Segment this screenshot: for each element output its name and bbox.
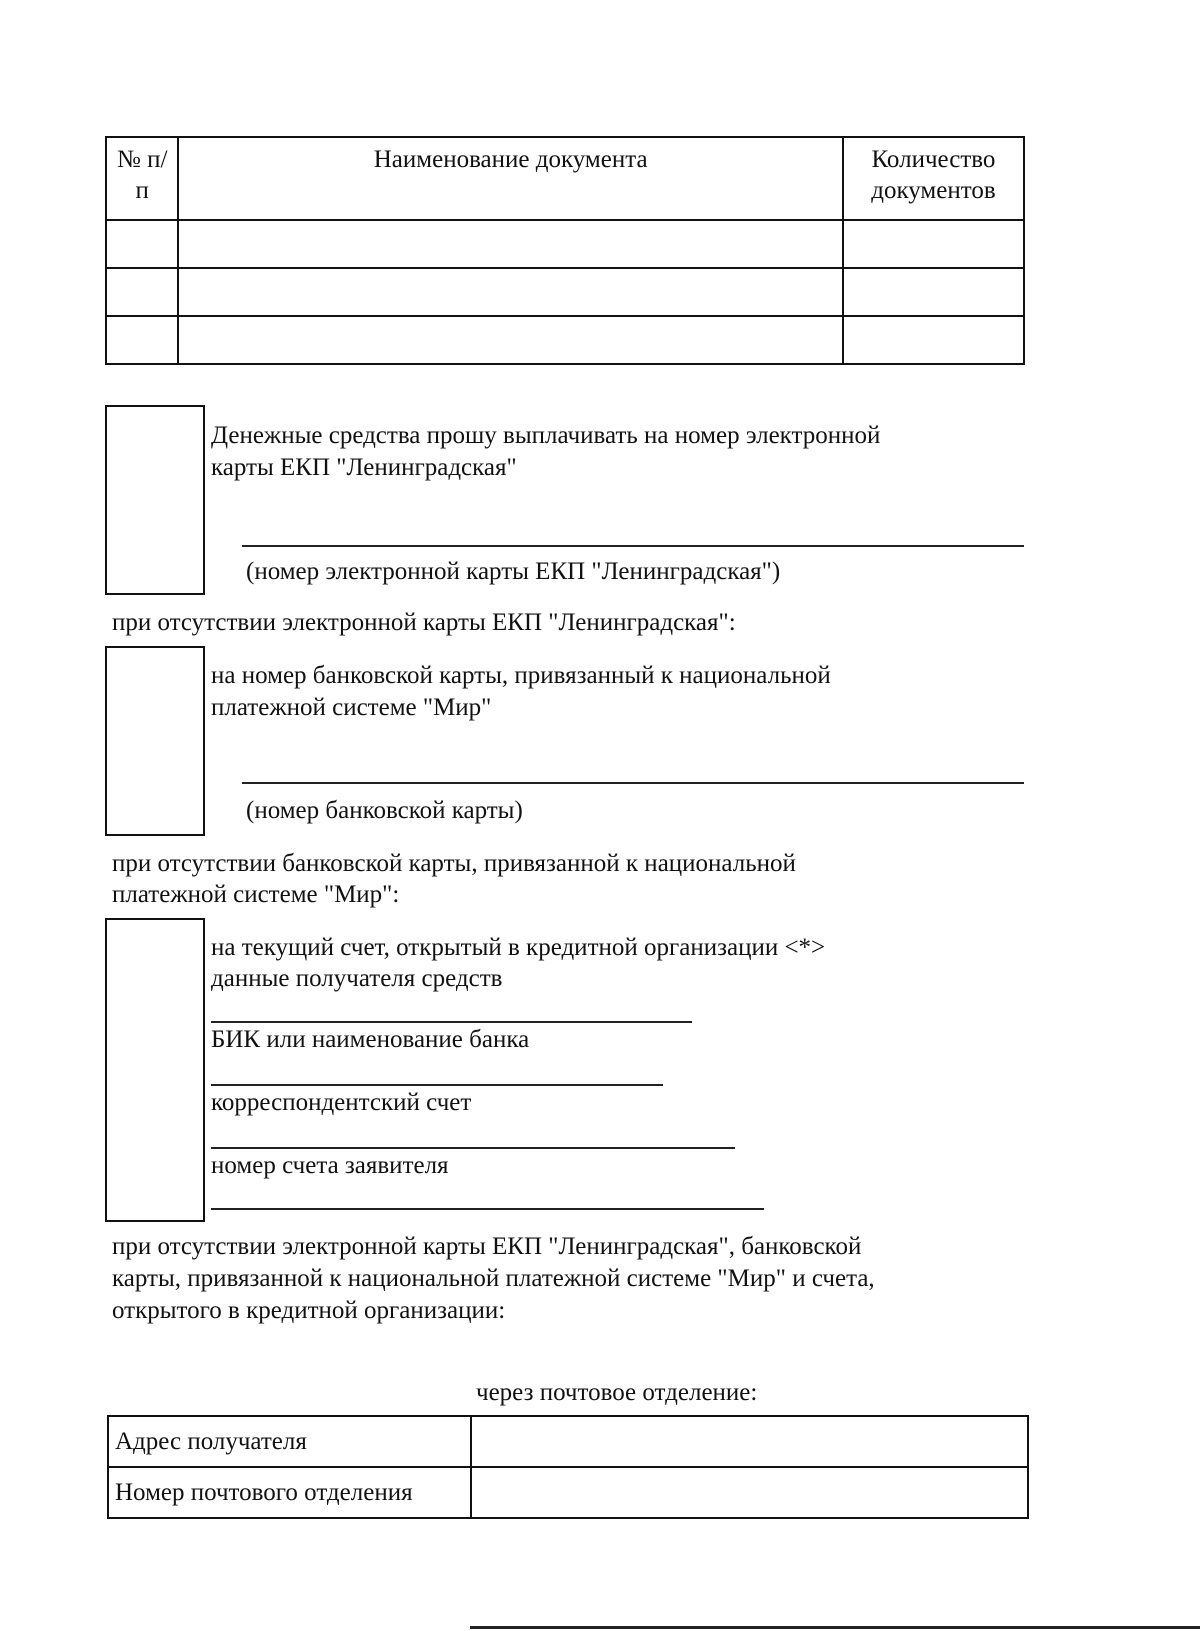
- applicant-account-field[interactable]: [211, 1208, 764, 1210]
- condition-no-ekp: при отсутствии электронной карты ЕКП "Ленинградская":: [112, 609, 736, 636]
- cell-document-count[interactable]: [843, 268, 1024, 316]
- table-header-row: [106, 137, 1024, 220]
- table-row: [106, 220, 1024, 268]
- bank-card-number-field[interactable]: [242, 782, 1024, 784]
- correspondent-account-label: корреспондентский счет: [211, 1089, 472, 1116]
- cell-number[interactable]: [106, 220, 178, 268]
- cell-document-name[interactable]: [178, 316, 843, 364]
- ekp-card-checkbox[interactable]: [105, 405, 205, 595]
- cell-document-count[interactable]: [843, 316, 1024, 364]
- applicant-account-label: номер счета заявителя: [211, 1152, 449, 1179]
- post-office-heading: через почтовое отделение:: [476, 1379, 758, 1406]
- scan-edge-line: [470, 1626, 1200, 1629]
- post-office-number-label: Номер почтового отделения: [108, 1467, 471, 1518]
- account-option-text-line2: данные получателя средств: [211, 965, 503, 992]
- cell-number[interactable]: [106, 316, 178, 364]
- mir-option-text-line1: на номер банковской карты, привязанный к национальной: [211, 662, 831, 689]
- ekp-card-number-caption: (номер электронной карты ЕКП "Ленинградская"): [246, 558, 781, 585]
- condition-none-line3: открытого в кредитной организации:: [112, 1297, 506, 1324]
- documents-table: [105, 136, 1025, 365]
- post-office-table: [107, 1415, 1029, 1519]
- header-number: № п/п: [106, 137, 178, 220]
- cell-document-name[interactable]: [178, 268, 843, 316]
- condition-no-mir-line1: при отсутствии банковской карты, привязанной к национальной: [112, 850, 796, 877]
- table-row: [106, 268, 1024, 316]
- ekp-option-text-line1: Денежные средства прошу выплачивать на номер электронной: [211, 422, 881, 449]
- correspondent-account-field[interactable]: [211, 1147, 735, 1149]
- recipient-data-field[interactable]: [211, 1021, 692, 1023]
- address-value-field[interactable]: [471, 1416, 1028, 1467]
- cell-number[interactable]: [106, 268, 178, 316]
- condition-no-mir-line2: платежной системе "Мир":: [112, 881, 400, 908]
- bank-card-number-caption: (номер банковской карты): [246, 797, 523, 824]
- condition-none-line1: при отсутствии электронной карты ЕКП "Ленинградская", банковской: [112, 1233, 862, 1260]
- mir-option-text-line2: платежной системе "Мир": [211, 694, 492, 721]
- account-checkbox[interactable]: [105, 918, 205, 1222]
- ekp-card-number-field[interactable]: [242, 545, 1024, 547]
- post-office-number-field[interactable]: [471, 1467, 1028, 1518]
- bank-bik-field[interactable]: [211, 1084, 663, 1086]
- table-row: [108, 1416, 1028, 1467]
- account-option-text-line1: на текущий счет, открытый в кредитной организации <*>: [211, 934, 826, 961]
- mir-card-checkbox[interactable]: [105, 646, 205, 836]
- address-label: Адрес получателя: [108, 1416, 471, 1467]
- ekp-option-text-line2: карты ЕКП "Ленинградская": [211, 454, 517, 481]
- table-row: [106, 316, 1024, 364]
- condition-none-line2: карты, привязанной к национальной платежной системе "Мир" и счета,: [112, 1265, 875, 1292]
- header-document-name: Наименование документа: [178, 137, 843, 220]
- cell-document-name[interactable]: [178, 220, 843, 268]
- bank-bik-label: БИК или наименование банка: [211, 1026, 530, 1053]
- header-document-count: Количество документов: [843, 137, 1024, 220]
- table-row: [108, 1467, 1028, 1518]
- cell-document-count[interactable]: [843, 220, 1024, 268]
